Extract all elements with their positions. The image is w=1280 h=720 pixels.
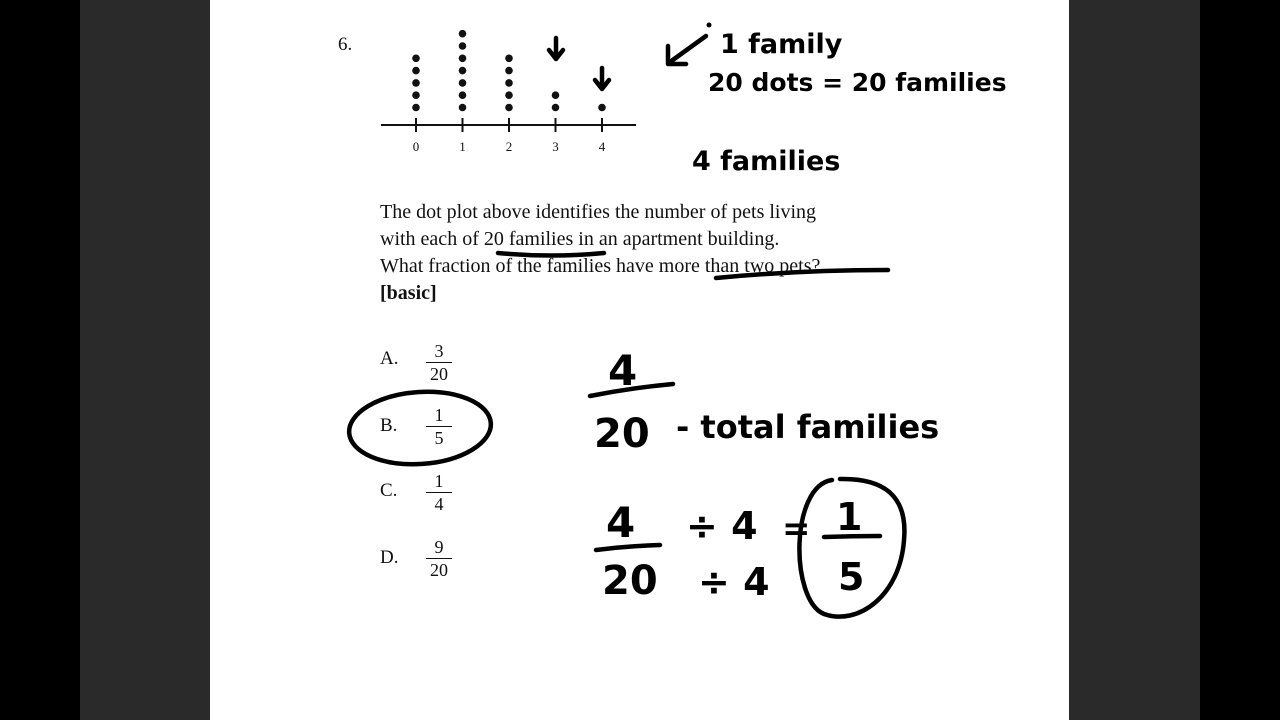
choice-letter: D.	[380, 547, 399, 568]
fraction-denominator: 20	[430, 560, 448, 580]
answer-circle	[347, 387, 494, 469]
fraction-bar	[824, 536, 880, 537]
equals-sign: =	[782, 509, 811, 549]
difficulty-label: [basic]	[380, 282, 437, 304]
work-denominator: 20	[594, 411, 650, 457]
underline-20-families	[498, 253, 604, 256]
work-numerator: 4	[608, 346, 638, 395]
question-line-1: The dot plot above identifies the number of pets living	[380, 201, 817, 223]
fraction-denominator: 5	[434, 428, 444, 448]
fraction-numerator: 3	[426, 341, 452, 363]
arrow-down-icon	[549, 38, 563, 59]
equation-denominator: 20	[602, 558, 658, 604]
note-total: 20 dots = 20 families	[708, 68, 1007, 97]
question-line-3: What fraction of the families have more than two pets?	[380, 255, 821, 277]
equation-numerator: 4	[606, 498, 636, 547]
note-one-family: 1 family	[720, 29, 843, 60]
answer-numerator: 1	[836, 495, 863, 539]
question-number: 6.	[338, 34, 353, 55]
fraction-numerator: 1	[426, 471, 452, 493]
choice-letter: B.	[380, 415, 398, 436]
tick-label: 3	[552, 139, 559, 154]
divide-top: ÷ 4	[686, 504, 758, 548]
tick-label: 1	[459, 139, 466, 154]
tick-label: 2	[505, 139, 513, 154]
arrow-down-icon	[595, 68, 609, 89]
note-four-families: 4 families	[692, 146, 841, 177]
choice-letter: C.	[380, 480, 398, 501]
tick-label: 4	[598, 139, 606, 154]
divide-bottom: ÷ 4	[698, 560, 770, 604]
choice-letter: A.	[380, 348, 399, 369]
fraction-denominator: 4	[434, 494, 444, 514]
work-label: - total families	[676, 408, 940, 446]
fraction-denominator: 20	[430, 364, 448, 384]
fraction-numerator: 9	[426, 537, 452, 559]
answer-denominator: 5	[838, 555, 865, 599]
fraction-numerator: 1	[426, 405, 452, 427]
question-line-2: with each of 20 families in an apartment building.	[380, 228, 780, 250]
underline-more-than-two-pets	[716, 270, 888, 278]
ink-dot	[707, 23, 712, 28]
arrow-left-down-icon	[668, 36, 706, 64]
tick-label: 0	[412, 139, 420, 154]
